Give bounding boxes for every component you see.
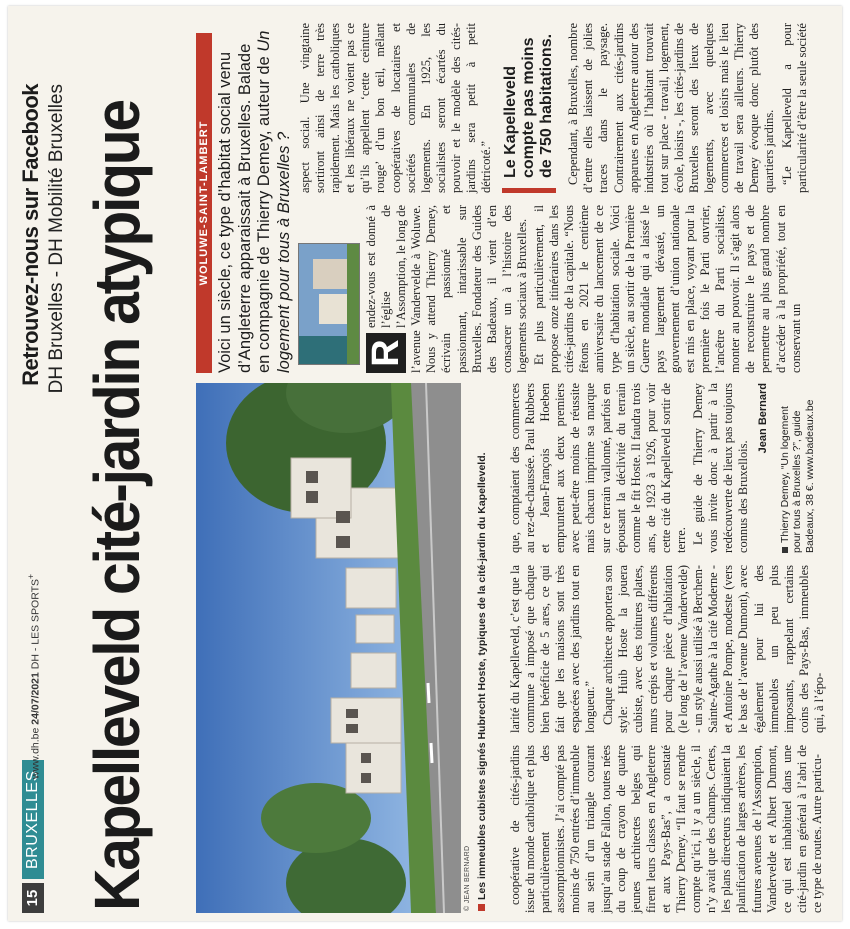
facebook-promo-pages: DH Bruxelles - DH Mobilité Bruxelles [46, 84, 67, 394]
pull-quote: Le Kapelleveld compte pas moins de 750 habitations. [502, 23, 556, 193]
page-number: 15 [22, 883, 44, 913]
photo-caption-text: Les immeubles cubistes signés Hubrecht Hoste, typiques de la cité-jardin du Kapelleveld. [476, 452, 488, 900]
author-signature: Jean Bernard [756, 383, 769, 454]
drop-cap: R [366, 333, 406, 373]
running-head [16, 6, 67, 921]
plus-sign: + [26, 573, 36, 579]
issue-date: 24/07/2021 [29, 672, 42, 725]
column-4-paragraph: larité du Kapelleveld, c’est que la commune a imposé que chaque bien bénéficie de 5 ares, ce qui fait que les maisons sont très espacées avec des jardins tout en longueur.” [508, 565, 598, 733]
photo-caption [476, 391, 489, 911]
book-reference-bullet [782, 547, 788, 553]
book-title: Un logement pour tous à Bruxelles ? [255, 30, 293, 373]
article-lead [216, 23, 294, 373]
article-column-1 [298, 205, 806, 373]
column-2-paragraph: aspect social. Une vingtaine sortiront ainsi de terre très rapidement. Mais les catholiques et les libéraux ne voient pas ce qu’ils appellent ‘cette ceinture rouge’ d’un bon œil, mêlant coopératives de locataires et sociétés communales de logements. En 1925, les socialistes seront écartés du pouvoir et le modèle des cités-jardins sera petit à petit détricoté.” [298, 23, 494, 193]
site-date-line [26, 574, 42, 779]
column-5-paragraph: que, comptaient des commerces au rez-de-chaussée. Paul Rubbers et Jean-François Hoeben empruntent aux deux premiers avec peut-être moins de réussite mais chacun imprime sa marque sur ce terrain vallonné, parfois en épousant la déclivité du terrain comme le fit Hoste. Il faudra trois ans, de 1923 à 1926, pour voir cette cité du Kapelleveld sortir de terre. [508, 383, 689, 553]
street-photo [196, 383, 461, 913]
column-3-paragraph: coopérative de cités-jardins issue du monde catholique et plus particulièrement des assomptionnistes. J’ai compté pas moins de 750 entrées d’immeuble au sein d’un triangle courant jusqu’au stade Fallon, toutes nées du coup de crayon de quatre jeunes architectes belges qui firent leurs classes en Angleterre et aux Pays-Bas”, a constaté Thierry Demey. “Il faut se rendre compte qu’ici, il y a un siècle, il n’y avait que des champs. Certes, les plans directeurs indiquaient la planification de larges artères, les futures avenues de l’Assomption, Vandervelde et Albert Dumont, ce qui est inhabituel dans une cité-jardin en général à l’abri de ce type de routes. Autre particu- [508, 745, 824, 913]
column-2-paragraph: “Le Kapelleveld a pour particularité d’être la seule société [779, 23, 809, 193]
headline: Kapelleveld cité-jardin atypique [81, 101, 153, 911]
article-column-3 [508, 745, 827, 913]
street-photo-image [196, 383, 461, 913]
newspaper-page [8, 6, 842, 921]
book-reference [779, 383, 817, 553]
column-5-paragraph: Le guide de Thierry Demey vous invite donc à partir à la redécouverte de lieux pas toujours connus des Bruxellois. [691, 383, 751, 553]
site-url: www.dh.be [29, 727, 42, 779]
article-column-2 [298, 23, 812, 193]
book-reference-text: Thierry Demey, “Un logement pour tous à Bruxelles ?”, guide Badeaux, 38 €. www.badeaux.be [778, 399, 816, 553]
column-2-paragraph: Cependant, à Bruxelles, nombre d’entre elles laissent de jolies traces dans le paysage. Contrairement aux cités-jardins apparues en Angleterre autour des industries où l’habitant trouvait tout sur place - travail, logement, école, loisirs -, les cités-jardins de Bruxelles seront des lieux de logements, avec quelques commerces et loisirs mais le lieu de travail sera ailleurs. Thierry Demey évoque donc plutôt des quartiers jardins. [566, 23, 777, 193]
facebook-promo [18, 84, 68, 393]
column-1-paragraph [364, 205, 530, 373]
location-kicker: WOLUWE-SAINT-LAMBERT [196, 33, 212, 373]
article-column-5 [508, 383, 816, 553]
caption-bullet [478, 904, 485, 911]
photo-credit: © JEAN BERNARD [464, 845, 471, 911]
column-1-lead-text: endez-vous est donné à l’église de l’Assomption, le long de l’avenue Vandervelde à Woluwe. Nous y attend Thierry Demey, écrivain passionné et passionnant, intarissable sur Bruxelles. Fondateur des Guides des Badeaux, il vient d’en consacrer un à l’histoire des logements sociaux à Bruxelles. [364, 205, 529, 373]
column-1-paragraph: Et plus particulièrement, il propose onze itinéraires dans les cités-jardins de la capitale. “Nous fêtons en 2021 le centième anniversaire du lancement de ce type d’habitation sociale. Voici un siècle, au sortir de la Première Guerre mondiale qui a laissé le pays largement dévasté, un gouvernement d’union nationale est mis en place, voyant pour la première fois le Parti ouvrier, l’ancêtre du Parti socialiste, monter au pouvoir. Il s’agit alors de reconstruire le pays et de permettre au plus grand nombre d’accéder à la propriété, tout en conservant un [532, 205, 803, 373]
column-4-paragraph: Chaque architecte apportera son style: Huib Hoste la jouera cubiste, avec des toitures plates, murs crépis et volumes différents pour chaque pièce d’habitation (le long de l’avenue Vandervelde) - un style aussi utilisé à Berchem-Sainte-Agathe à la cité Moderne - et Antoine Pompe, modeste (vers le bas de l’avenue Dumont), avec également pour lui des immeubles un peu plus imposants, rappelant certains coins des Pays-Bas, immeubles qui, à l’épo- [600, 565, 826, 733]
edition-name: DH - LES SPORTS [29, 578, 42, 670]
section-tab: BRUXELLES [22, 760, 44, 879]
facebook-promo-title: Retrouvez-nous sur Facebook [18, 84, 43, 386]
newspaper-scan [8, 6, 842, 921]
article-lead-text: Voici un siècle, ce type d’habitat social venu d’Angleterre apparaissait à Bruxelles. Balade en compagnie de Thierry Demey, auteur de [216, 43, 273, 373]
book-cover-image [298, 243, 360, 365]
article-column-4 [508, 565, 829, 733]
book-cover-art [299, 244, 359, 364]
